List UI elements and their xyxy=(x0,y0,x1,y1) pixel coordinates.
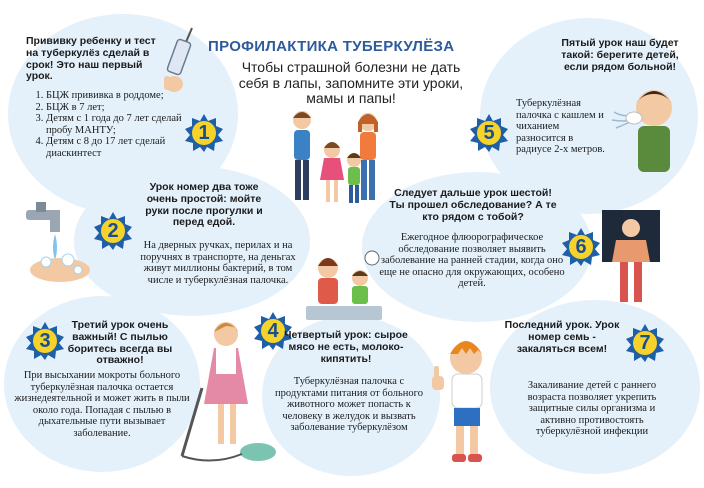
lesson7-badge xyxy=(626,324,664,362)
sneezing-man-illustration xyxy=(610,82,698,178)
lesson1-number: 1 xyxy=(198,122,210,144)
lesson2-heading: Урок номер два тоже очень простой: мойте руки после прогулки и перед едой. xyxy=(145,181,263,229)
lesson5-heading: Пятый урок наш будет такой: берегите детей, если рядом больной! xyxy=(561,37,679,73)
lesson1-list xyxy=(30,90,204,159)
lesson6-number: 6 xyxy=(575,236,587,258)
lesson1-heading: Прививку ребенку и тест на туберкулёз сделай в срок! Это наш первый урок. xyxy=(26,35,156,83)
lesson6-badge xyxy=(562,228,600,266)
lesson4-heading: Четвертый урок: сырое мясо не есть, молоко-кипятить! xyxy=(284,329,408,365)
lesson4-text: Туберкулёзная палочка с продуктами питания от больного животного может попасть к человеку в желудок и вызвать заболевание туберкулёзом xyxy=(275,376,423,434)
hand-washing-illustration xyxy=(22,196,102,292)
lesson7-number: 7 xyxy=(639,332,651,354)
lesson2-text: На дверных ручках, перилах и на поручнях в транспорте, на деньгах живут миллионы бактерий, в том числе и туберкулёзная палочка. xyxy=(140,240,296,286)
lesson5-text: Туберкулёзная палочка с кашлем и чиханием разносится в радиусе 2-х метров. xyxy=(516,98,605,156)
lesson1-item: 1. БЦЖ прививка в роддоме; xyxy=(46,90,204,102)
lesson6-text: Ежегодное флюорографическое обследование позволяет выявить заболевание на ранней стадии, когда оно еще не опасно для окружающих, особено детей. xyxy=(379,232,565,290)
lesson2-badge xyxy=(94,212,132,250)
lesson1-item: 2. БЦЖ в 7 лет; xyxy=(46,102,204,114)
page-title: ПРОФИЛАКТИКА ТУБЕРКУЛЁЗА xyxy=(208,38,455,55)
lesson4-number: 4 xyxy=(267,320,279,342)
page-subtitle: Чтобы страшной болезни не дать себя в лапы, запомните эти уроки, мамы и папы! xyxy=(238,59,464,107)
lesson6-heading: Следует дальше урок шестой! Ты прошел обследование? А те кто рядом с тобой? xyxy=(389,187,557,223)
lesson3-number: 3 xyxy=(39,330,51,352)
lesson2-number: 2 xyxy=(107,220,119,242)
lesson3-heading: Третий урок очень важный! С пылью боритесь всегда вы отважно! xyxy=(67,319,173,367)
x-ray-illustration xyxy=(598,206,664,304)
syringe-icon xyxy=(158,24,206,98)
lesson1-badge xyxy=(185,114,223,152)
lesson1-item: 4. Детям с 8 до 17 лет сделай диаскинтест xyxy=(46,136,204,159)
lesson3-badge xyxy=(26,322,64,360)
lesson1-item: 3. Детям с 1 года до 7 лет сделай пробу МАНТУ; xyxy=(46,113,204,136)
lesson5-badge xyxy=(470,114,508,152)
lesson7-heading: Последний урок. Урок номер семь - закаляться всем! xyxy=(504,319,620,355)
lesson7-text: Закаливание детей с раннего возраста позволяет укрепить защитные силы организма и активно противостоять туберкулёзной инфекции xyxy=(527,380,657,438)
boy-thumbs-up-illustration xyxy=(430,336,500,468)
lesson5-number: 5 xyxy=(483,122,495,144)
lesson3-text: При высыхании мокроты больного туберкулёзная палочка остается жизнедеятельной и может жить в пыли около года. Попадая с пылью в дыхательные пути вызывает заболевание. xyxy=(14,370,190,439)
